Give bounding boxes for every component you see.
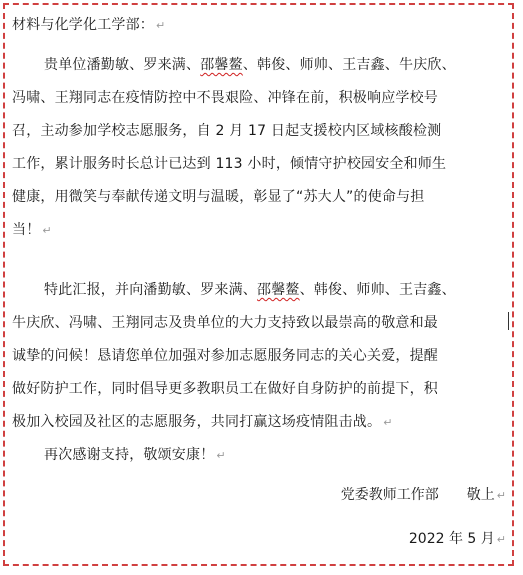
para1-line4: 工作，累计服务时长总计已达到 113 小时，倾情守护校园安全和师生: [12, 156, 447, 172]
paragraph-mark-icon: ↵: [496, 533, 506, 546]
date: 2022 年 5 月: [408, 531, 495, 547]
para1-line1-text-a: 贵单位潘勤敏、罗来满、: [44, 57, 201, 73]
signature: 党委教师工作部 敬上: [340, 487, 495, 503]
closing-text: 再次感谢支持，敬颂安康！: [44, 447, 215, 463]
salutation: 材料与化学化工学部：: [12, 17, 154, 33]
paragraph-mark-icon: ↵: [42, 224, 52, 237]
para1-line1-text-b: 、韩俊、师帅、王吉鑫、牛庆欣、: [242, 57, 456, 73]
para2-line5: 极加入校园及社区的志愿服务，共同打赢这场疫情阻击战。: [12, 414, 382, 430]
para1-line6: 当！: [12, 222, 41, 238]
para3-line: [44, 444, 226, 464]
para2-line4: 做好防护工作，同时倡导更多教职员工在做好自身防护的前提下，积: [12, 381, 438, 397]
paragraph-mark-icon: ↵: [496, 489, 506, 502]
spellcheck-name: 邵馨鳌: [257, 282, 300, 298]
date-line: [409, 528, 506, 548]
para1-line2: 冯啸、王翔同志在疫情防控中不畏艰险、冲锋在前，积极响应学校号: [12, 90, 438, 106]
paragraph-mark-icon: ↵: [216, 449, 226, 462]
para2-line1-text-a: 特此汇报，并向潘勤敏、罗来满、: [44, 282, 257, 298]
para2-line2: 牛庆欣、冯啸、王翔同志及贵单位的大力支持致以最崇高的敬意和最: [12, 315, 438, 331]
salutation-line: [12, 14, 165, 34]
para1-line3: 召，主动参加学校志愿服务，自 2 月 17 日起支援校内区域核酸检测: [12, 123, 442, 139]
para1-line1: [44, 54, 456, 74]
para2-line1: [44, 279, 456, 299]
para1-line6-wrap: [12, 219, 52, 239]
para2-line1-text-b: 、韩俊、师帅、王吉鑫、: [299, 282, 456, 298]
paragraph-mark-icon: ↵: [156, 19, 166, 32]
para1-line5: 健康，用微笑与奉献传递文明与温暖，彰显了“苏大人”的使命与担: [12, 189, 425, 205]
signature-line: [341, 484, 506, 504]
para2-line3: 诚挚的问候！恳请您单位加强对参加志愿服务同志的关心关爱，提醒: [12, 348, 438, 364]
para2-line5-wrap: [12, 411, 393, 431]
spellcheck-name: 邵馨鳌: [200, 57, 243, 73]
text-cursor: [508, 312, 509, 330]
paragraph-mark-icon: ↵: [383, 416, 393, 429]
